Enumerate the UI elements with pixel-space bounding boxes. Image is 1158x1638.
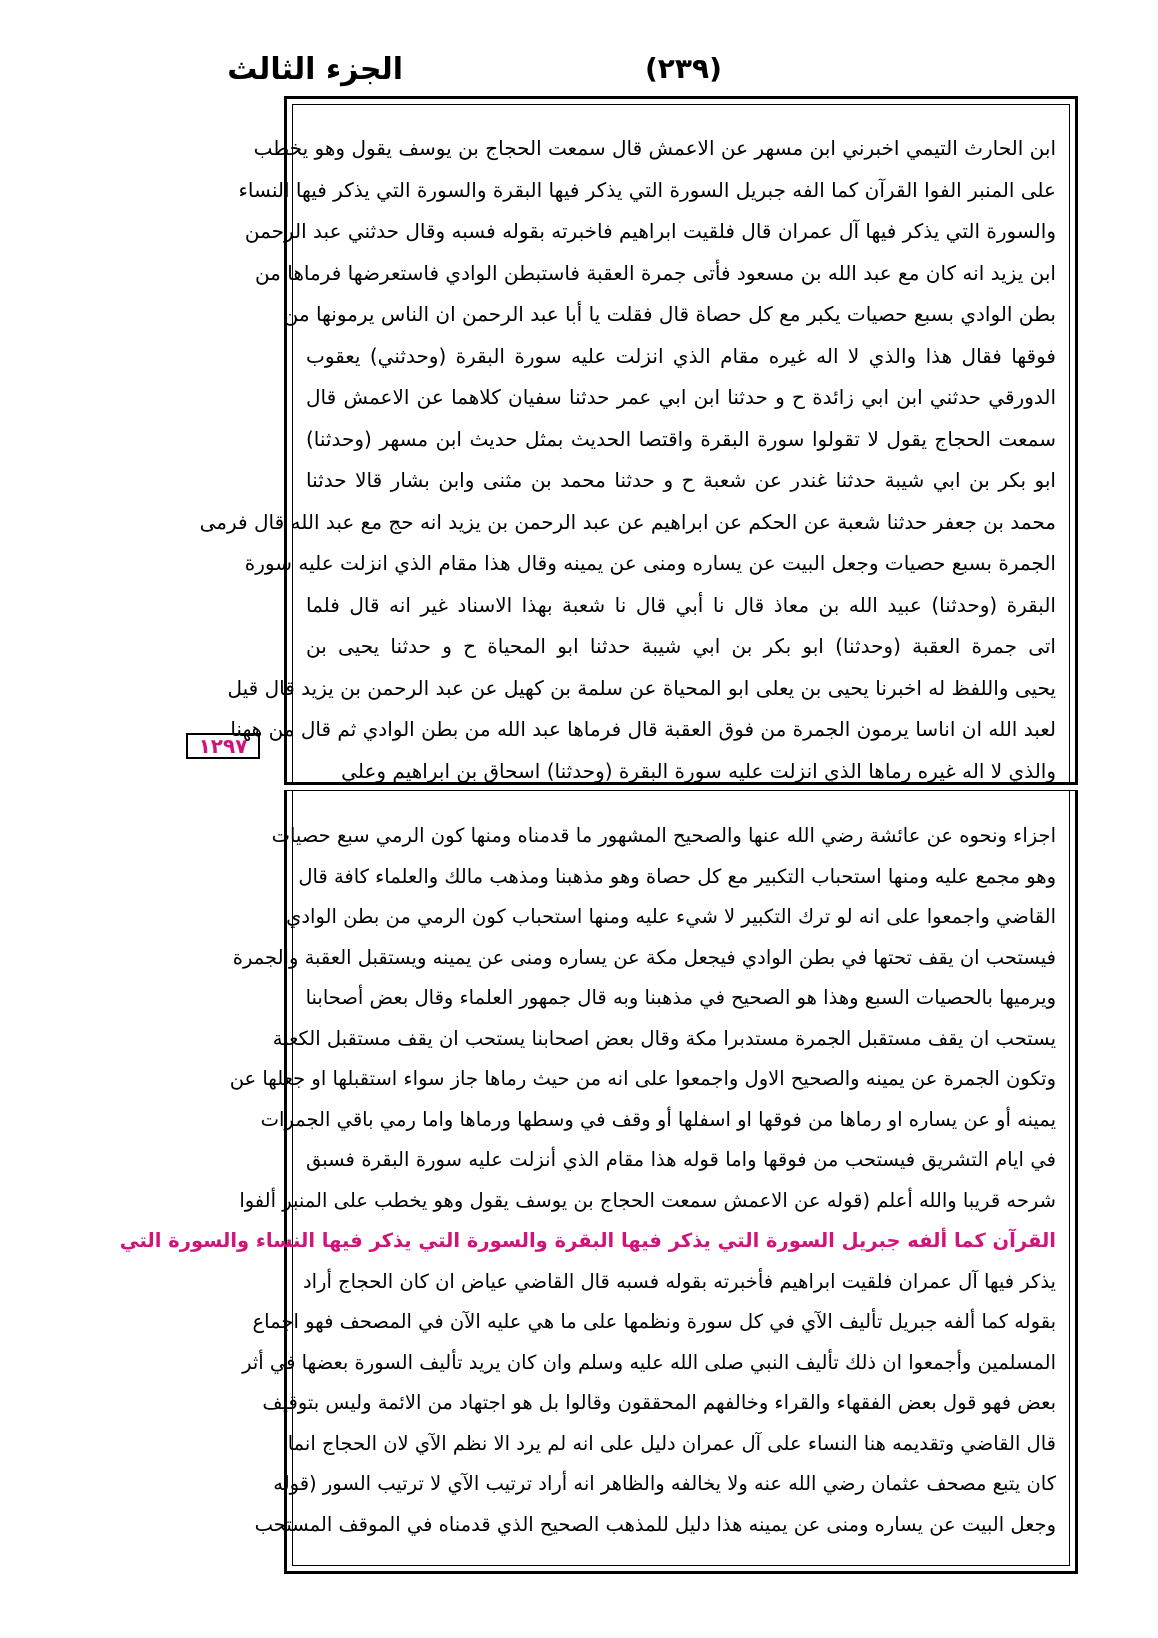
text-line: وهو مجمع عليه ومنها استحباب التكبير مع كل حصاة وهو مذهبنا ومذهب مالك والعلماء كافة قال [298,864,1056,888]
quoted-text-line: القرآن كما ألفه جبريل السورة التي يذكر فيها البقرة والسورة التي يذكر فيها النساء والسورة التي [119,1229,1056,1252]
text-line: اتى جمرة العقبة (وحدثنا) ابو بكر بن ابي شيبة حدثنا ابو المحياة ح و حدثنا يحيى بن [306,634,1056,658]
text-line: شرحه قريبا والله أعلم (قوله عن الاعمش سمعت الحجاج بن يوسف يقول وهو يخطب على المنبر ألفوا [239,1188,1056,1212]
page-header [0,48,1158,98]
text-line: في ايام التشريق فيستحب من فوقها واما قوله هذا مقام الذي أنزلت عليه سورة البقرة فسبق [306,1148,1056,1171]
text-line: كان يتبع مصحف عثمان رضي الله عنه ولا يخالفه والظاهر انه أراد ترتيب الآي لا ترتيب السور (قوله [273,1472,1056,1495]
text-line: لعبد الله ان اناسا يرمون الجمرة من فوق العقبة قال فرماها عبد الله من بطن الوادي ثم قال من ههنا [230,717,1056,741]
text-line: القاضي واجمعوا على انه لو ترك التكبير لا شيء عليه ومنها استحباب كون الرمي من بطن الوادي [286,905,1056,928]
commentary-text [119,816,1056,1545]
text-line: الجمرة بسبع حصيات وجعل البيت عن يساره ومنى عن يمينه وقال هذا مقام الذي انزلت عليه سورة [244,551,1056,575]
text-line: يمينه أو عن يساره او رماها من فوقها او اسفلها أو وقف في وسطها ورماها واما رمي باقي الجمرات [260,1107,1056,1131]
text-line: يذكر فيها آل عمران فلقيت ابراهيم فأخبرته بقوله فسبه قال القاضي عياض ان كان الحجاج أراد [302,1269,1056,1293]
text-line: على المنبر الفوا القرآن كما الفه جبريل السورة التي يذكر فيها البقرة والسورة التي يذكر فيها النساء [238,177,1056,202]
text-line: يحيى واللفظ له اخبرنا يحيى بن يعلى ابو المحياة عن سلمة بن كهيل عن عبد الرحمن بن يزيد قال قيل [227,675,1056,700]
text-line: الدورقي حدثني ابن ابي زائدة ح و حدثنا ابن ابي عمر حدثنا سفيان كلاهما عن الاعمش قال [306,385,1056,409]
text-line: والذي لا اله غيره رماها الذي انزلت عليه سورة البقرة (وحدثنا) اسحاق بن ابراهيم وعلي [341,758,1056,783]
text-line: بقوله كما ألفه جبريل تأليف الآي في كل سورة ونظمها على ما هي عليه الآن في المصحف فهو اجماع [252,1310,1056,1333]
text-line: ابو بكر بن ابي شيبة حدثنا غندر عن شعبة ح و حدثنا محمد بن مثنى وابن بشار قالا حدثنا [306,468,1056,492]
text-line: وجعل البيت عن يساره ومنى عن يمينه هذا دليل للمذهب الصحيح الذي قدمناه في الموقف المستحب [254,1512,1056,1536]
text-line: وتكون الجمرة عن يمينه والصحيح الاول واجمعوا على انه من حيث رماها جاز سواء استقبلها او جعلها عن [229,1067,1056,1090]
text-line: بطن الوادي بسبع حصيات يكبر مع كل حصاة قال فقلت يا أبا عبد الرحمن ان الناس يرمونها من [283,302,1056,326]
text-line: ويرميها بالحصيات السبع وهذا هو الصحيح في مذهبنا وبه قال جمهور العلماء وقال بعض أصحابنا [305,986,1056,1009]
text-line: يستحب ان يقف مستقبل الجمرة مستدبرا مكة وقال بعض اصحابنا يستحب ان يقف مستقبل الكعبة [272,1026,1056,1050]
text-line: بعض فهو قول بعض الفقهاء والقراء وخالفهم المحققون وقالوا بل هو اجتهاد من الائمة وليس بتوقيف [262,1391,1056,1414]
text-line: فيستحب ان يقف تحتها في بطن الوادي فيجعل مكة عن يساره ومنى عن يمينه ويستقبل العقبة والجمرة [232,945,1056,969]
text-line: قال القاضي وتقديمه هنا النساء على آل عمران دليل على انه لم يرد الا نظم الآي لان الحجاج انما [287,1431,1056,1455]
part-title: الجزء الثالث [227,52,403,87]
text-line: محمد بن جعفر حدثنا شعبة عن الحكم عن ابراهيم عن عبد الرحمن بن يزيد انه حج مع عبد الله قال فرمى [199,509,1056,534]
text-line: ابن يزيد انه كان مع عبد الله بن مسعود فأتى جمرة العقبة فاستبطن الوادي فاستعرضها فرماها من [254,260,1056,285]
text-line: والسورة التي يذكر فيها آل عمران قال فلقيت ابراهيم فاخبرته بقوله فسبه وقال حدثني عبد الرحمن [244,219,1056,243]
text-line: فوقها فقال هذا والذي لا اله غيره مقام الذي انزلت عليه سورة البقرة (وحدثني) يعقوب [306,343,1056,368]
text-line: اجزاء ونحوه عن عائشة رضي الله عنها والصحيح المشهور ما قدمناه ومنها كون الرمي سبع حصيات [271,824,1056,847]
text-line: البقرة (وحدثنا) عبيد الله بن معاذ قال نا أبي قال نا شعبة بهذا الاسناد غير انه قال فلما [306,592,1056,617]
text-line: ابن الحارث التيمي اخبرني ابن مسهر عن الاعمش قال سمعت الحجاج بن يوسف يقول وهو يخطب [253,136,1056,160]
text-line: المسلمين وأجمعوا ان ذلك تأليف النبي صلى الله عليه وسلم وان كان يريد تأليف السورة بعضها في أثر [242,1350,1056,1374]
page-number: (٢٣٩) [645,52,722,85]
text-line: سمعت الحجاج يقول لا تقولوا سورة البقرة واقتصا الحديث بمثل حديث ابن مسهر (وحدثنا) [306,426,1056,451]
hadith-number-badge: ١٢٩٧ [186,733,260,759]
